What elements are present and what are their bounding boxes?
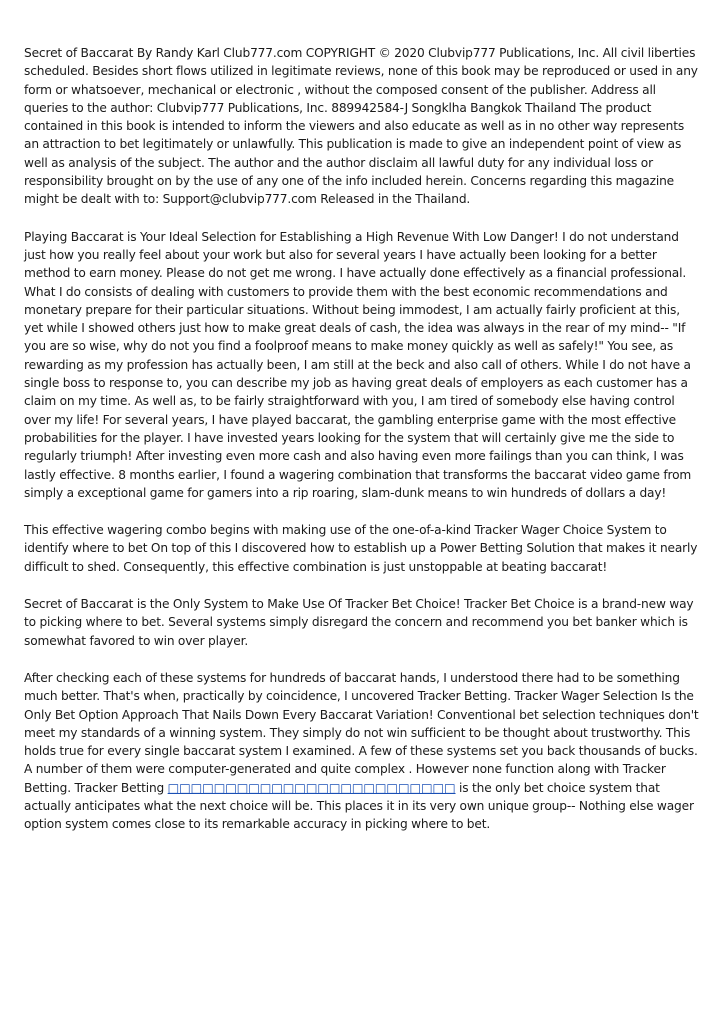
copyright-paragraph: Secret of Baccarat By Randy Karl Club777.com COPYRIGHT © 2020 Clubvip777 Publications, Inc. All civil liberties scheduled. Besides short flows utilized in legitimate reviews, none of this book may be reproduced or used in any form or whatsoever, mechanical or electronic , without the composed consent of the publisher. Address all queries to the author: Clubvip777 Publications, Inc. 889942584-J Songklha Bangkok Thailand The product contained in this book is intended to inform the viewers and also educate as well as in no other way represents an attraction to bet legitimately or unlawfully. This publication is made to give an independent point of view as well as analysis of the subject. The author and the author disclaim all lawful duty for any individual loss or responsibility brought on by the use of any one of the info included herein. Concerns regarding this magazine might be dealt with to: Support@clubvip777.com Released in the Thailand. [24,46,698,207]
document-body [24,44,700,834]
tracker-bet-choice-paragraph: Secret of Baccarat is the Only System to Make Use Of Tracker Bet Choice! Tracker Bet Choice is a brand-new way to picking where to bet. Several systems simply disregard the concern and recommend you bet banker which is somewhat favored to win over player. [24,597,694,648]
intro-paragraph: Playing Baccarat is Your Ideal Selection for Establishing a High Revenue With Low Danger! I do not understand just how you really feel about your work but also for several years I have actually been looking for a better method to earn money. Please do not get me wrong. I have actually done effectively as a financial professional. What I do consists of dealing with customers to provide them with the best economic recommendations and monetary prepare for their particular situations. Without being immodest, I am actually fairly proficient at this, yet while I showed others just how to make great deals of cash, the idea was always in the rear of my mind-- "If you are so wise, why do not you find a foolproof means to make money quickly as well as safely!" You see, as rewarding as my profession has actually been, I am still at the beck and also call of others. While I do not have a single boss to response to, you can describe my job as having great deals of employers as each customer has a claim on my time. As well as, to be fairly straightforward with you, I am tired of somebody else having control over my life! For several years, I have played baccarat, the gambling enterprise game with the most effective probabilities for the player. I have invested years looking for the system that will certainly give me the side to regularly triumph! After investing even more cash and also having even more failings than you can think, I was lastly effective. 8 months earlier, I found a wagering combination that transforms the baccarat video game from simply a exceptional game for gamers into a rip roaring, slam-dunk means to win hundreds of dollars a day! [24,229,692,500]
tracker-betting-link[interactable]: □□□□□□□□□□□□□□□□□□□□□□□□□ [167,780,456,795]
tracker-betting-paragraph [24,669,700,834]
wagering-combo-paragraph: This effective wagering combo begins with making use of the one-of-a-kind Tracker Wager Choice System to identify where to bet On top of this I discovered how to establish up a Power Betting Solution that makes it nearly difficult to shed. Consequently, this effective combination is just unstoppable at beating baccarat! [24,523,698,574]
paragraph-text-after-link: is the only bet choice system that actually anticipates what the next choice will be. This places it in its very own unique group-- Nothing else wager option system comes close to its remarkable accuracy in picking where to bet. [24,780,694,832]
paragraph-text-before-link: After checking each of these systems for hundreds of baccarat hands, I understood there had to be something much better. That's when, practically by coincidence, I uncovered Tracker Betting. Tracker Wager Selection Is the Only Bet Option Approach That Nails Down Every Baccarat Variation! Conventional bet selection techniques don't meet my standards of a winning system. They simply do not win sufficient to be thought about trustworthy. This holds true for every single baccarat system I examined. A few of these systems set you back thousands of bucks. A number of them were computer-generated and quite complex . However none function along with Tracker Betting. Tracker Betting [24,670,699,795]
